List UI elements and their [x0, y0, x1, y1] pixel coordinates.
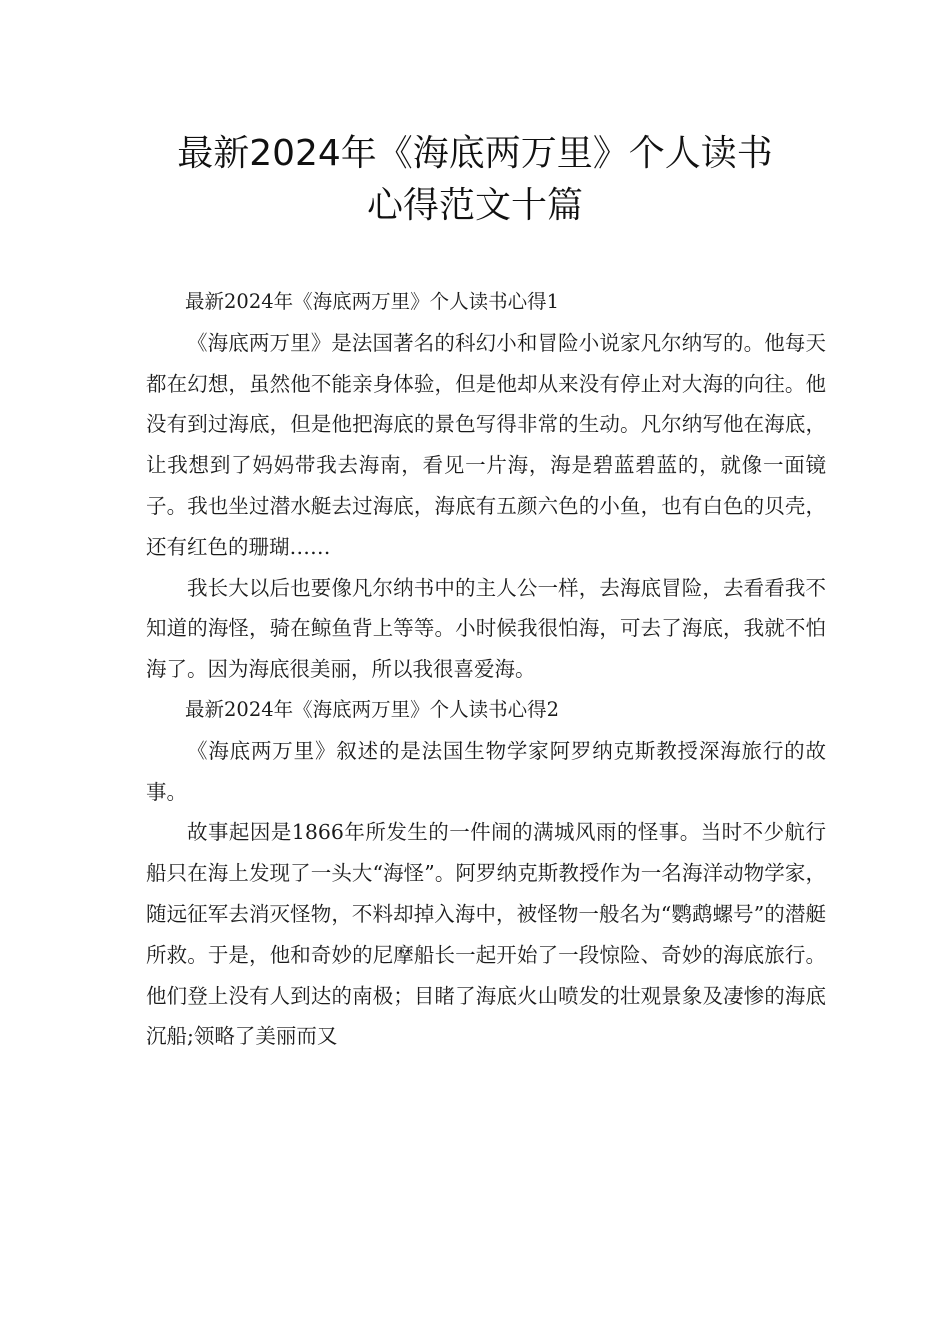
paragraph-2-2: 故事起因是1866年所发生的一件闹的满城风雨的怪事。当时不少航行船只在海上发现了一头大“海怪”。阿罗纳克斯教授作为一名海洋动物学家，随远征军去消灭怪物，不料却掉入海中，被怪物一般名为“鹦鹉螺号”的潜艇所救。于是，他和奇妙的尼摩船长一起开始了一段惊险、奇妙的海底旅行。他们登上没有人到达的南极；目睹了海底火山喷发的壮观景象及凄惨的海底沉船;领略了美丽而又: [146, 820, 826, 1049]
section-heading-2: 最新2024年《海底两万里》个人读书心得2: [185, 697, 560, 721]
paragraph-1-1: 《海底两万里》是法国著名的科幻小和冒险小说家凡尔纳写的。他每天都在幻想，虽然他不能亲身体验，但是他却从来没有停止对大海的向往。他没有到过海底，但是他把海底的景色写得非常的生动。凡尔纳写他在海底，让我想到了妈妈带我去海南，看见一片海，海是碧蓝碧蓝的，就像一面镜子。我也坐过潜水艇去过海底，海底有五颜六色的小鱼，也有白色的贝壳，还有红色的珊瑚……: [146, 330, 826, 559]
document-title: [100, 128, 850, 232]
section-heading-1: 最新2024年《海底两万里》个人读书心得1: [185, 290, 560, 313]
paragraph-2-1: 《海底两万里》叙述的是法国生物学家阿罗纳克斯教授深海旅行的故事。: [146, 738, 826, 804]
title-line-2: 心得范文十篇: [366, 185, 583, 226]
title-line-1: 最新2024年《海底两万里》个人读书: [177, 133, 773, 174]
document-body: [146, 282, 826, 1057]
paragraph-1-2: 我长大以后也要像凡尔纳书中的主人公一样，去海底冒险，去看看我不知道的海怪，骑在鲸鱼背上等等。小时候我很怕海，可去了海底，我就不怕海了。因为海底很美丽，所以我很喜爱海。: [146, 575, 826, 682]
